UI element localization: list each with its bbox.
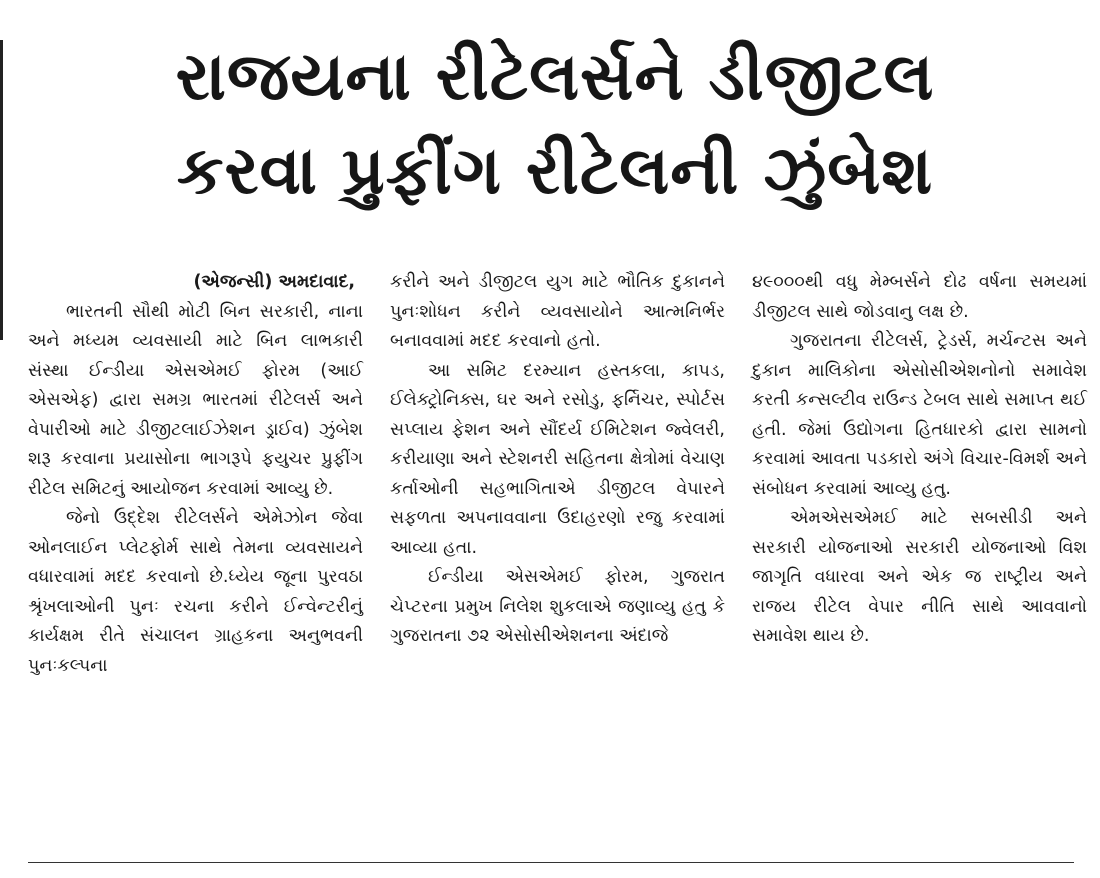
paragraph xyxy=(28,268,363,298)
paragraph: ગુજરાતના રીટેલર્સ, ટ્રેડર્સ, મર્ચન્ટસ અને દુકાન માલિકોના એસોસીએશનોનો સમાવેશ કરતી કન્સલ્ટીવ રાઉન્ડ ટેબલ સાથે સમાપ્ત થઈ હતી. જેમાં ઉદ્યોગના હિતધારકો દ્વારા સામનો કરવામાં આવતા પડકારો અંગે વિચાર-વિમર્શ અને સંબોધન કરવામાં આવ્યુ હતુ. xyxy=(752,331,1087,499)
column-rule-left xyxy=(0,40,3,340)
headline xyxy=(40,30,1070,218)
headline-line-1: રાજયના રીટેલર્સને ડીજીટલ xyxy=(175,38,935,115)
paragraph: એમએસએમઈ માટે સબસીડી અને સરકારી યોજનાઓ સરકારી યોજનાઓ વિશ જાગૃતિ વધારવા અને એક જ રાષ્ટ્રીય અને રાજય રીટેલ વેપાર નીતિ સાથે આવવાનો સમાવેશ થાય છે. xyxy=(752,508,1087,646)
headline-line-2: કરવા પ્રુફીંગ રીટેલની ઝુંબેશ xyxy=(176,132,934,209)
paragraph: ૪૯૦૦૦થી વધુ મેમ્બર્સને દોઢ વર્ષના સમયમાં ડીજીટલ સાથે જોડવાનુ લક્ષ છે. xyxy=(752,272,1087,322)
paragraph: જેનો ઉદ્દેશ રીટેલર્સને એમેઝોન જેવા ઓનલાઈન પ્લેટફોર્મ સાથે તેમના વ્યવસાયને વધારવામાં મદદ કરવાનો છે.ધ્યેય જૂના પુરવઠા શ્રૃંખલાઓની પુનઃ રચના કરીને ઈન્વેન્ટરીનું કાર્યક્ષમ રીતે સંચાલન ગ્રાહકના અનુભવની પુનઃકલ્પના xyxy=(28,508,363,676)
paragraph: ભારતની સૌથી મોટી બિન સરકારી, નાના અને મધ્યમ વ્યવસાયી માટે બિન લાભકારી સંસ્થા ઈન્ડીયા એસએમઈ ફોરમ (આઈ એસએફ) દ્વારા સમગ્ર ભારતમાં રીટેલર્સ અને વેપારીઓ માટે ડીજીટલાઈઝેશન ડ્રાઈવ) ઝુંબેશ શરૂ કરવાના પ્રયાસોના ભાગરૂપે ફયુચર પ્રુફીંગ રીટેલ સમિટનું આયોજન કરવામાં આવ્યુ છે. xyxy=(28,301,363,499)
paragraph: ઈન્ડીયા એસએમઈ ફોરમ, ગુજરાત ચેપ્ટરના પ્રમુખ નિલેશ શુકલાએ જણાવ્યુ હતુ કે ગુજરાતના ૭૨ એસોસીએશનના અંદાજે xyxy=(390,567,725,646)
article-column-2 xyxy=(390,268,725,652)
paragraph: આ સમિટ દરમ્યાન હસ્તકલા, કાપડ, ઈલેક્ટ્રોનિક્સ, ઘર અને રસોડુ, ફર્નિચર, સ્પોર્ટસ સપ્લાય ફેશન અને સૌંદર્ય ઈમિટેશન જ્વેલરી, કરીયાણા અને સ્ટેશનરી સહિતના ક્ષેત્રોમાં વેચાણ કર્તાઓની સહભાગિતાએ ડીજીટલ વેપારને સફળતા અપનાવવાના ઉદાહરણો રજુ કરવામાં આવ્યા હતા. xyxy=(390,360,725,558)
bottom-rule xyxy=(28,862,1074,863)
paragraph: કરીને અને ડીજીટલ યુગ માટે ભૌતિક દુકાનને પુનઃશોધન કરીને વ્યવસાયોને આત્મનિર્ભર બનાવવામાં મદદ કરવાનો હતો. xyxy=(390,272,725,351)
article-column-1 xyxy=(28,268,363,681)
dateline: (એજન્સી) અમદાવાદ, xyxy=(193,272,355,292)
article-column-3 xyxy=(752,268,1087,652)
article-body xyxy=(28,268,1088,840)
